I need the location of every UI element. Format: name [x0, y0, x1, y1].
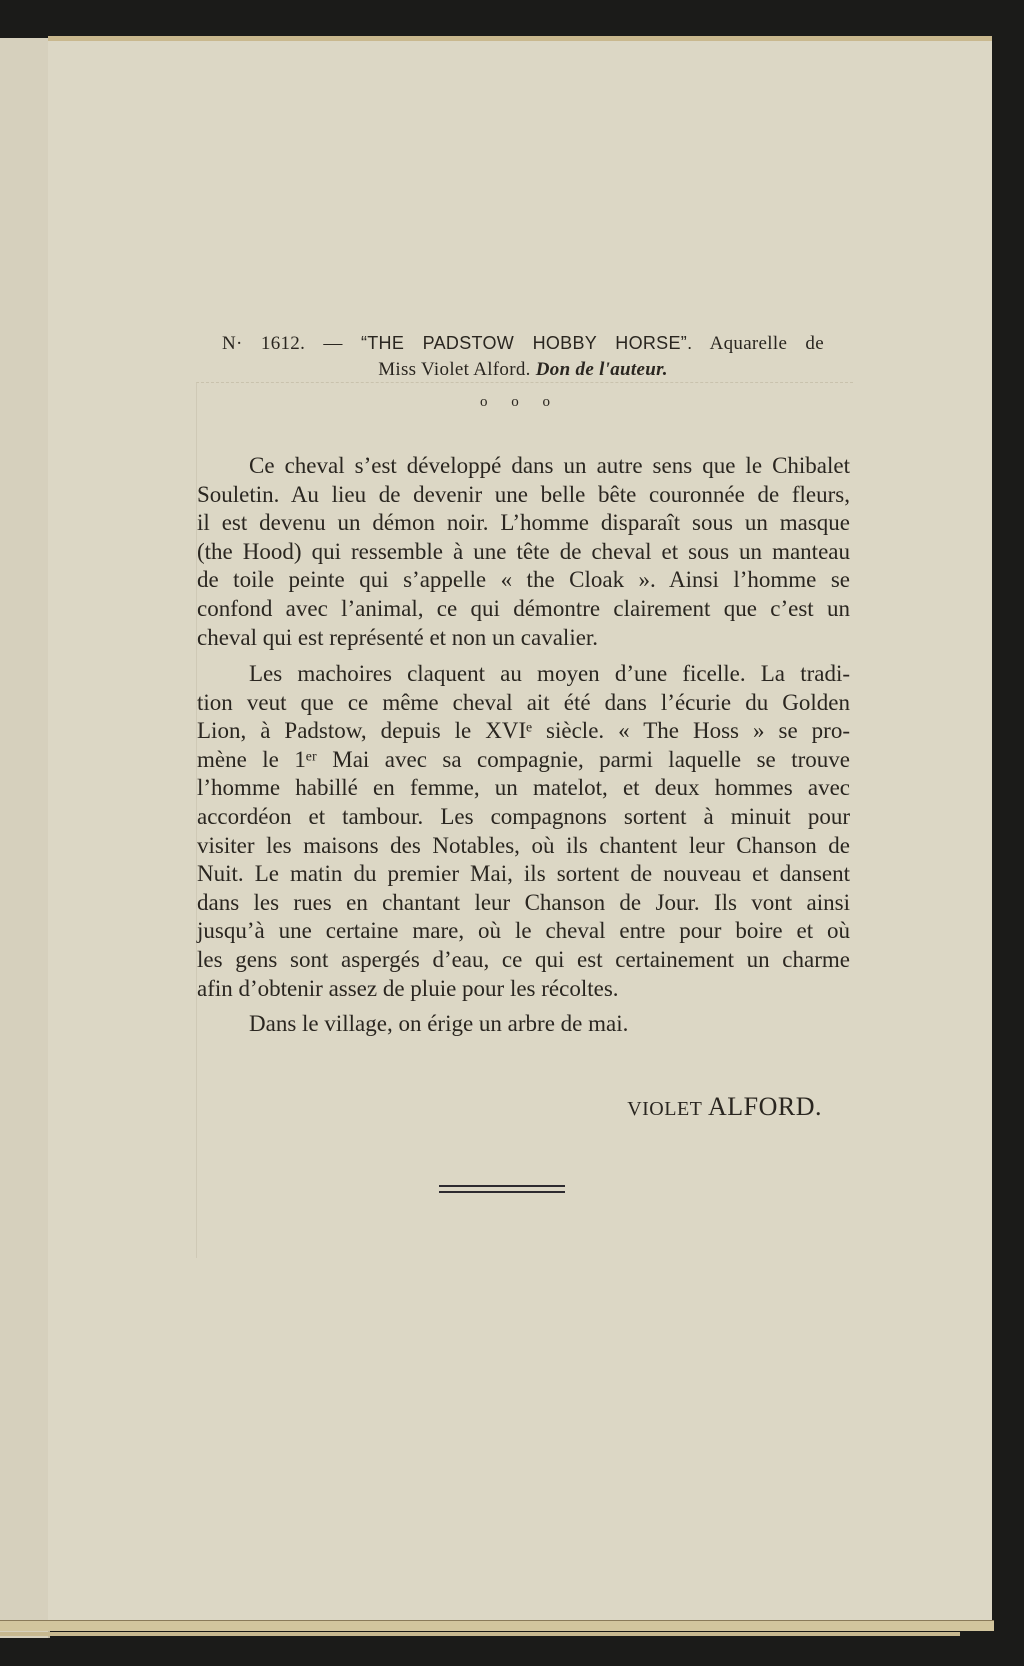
text-line: Lion, à Padstow, depuis le XVIᵉ siècle. « The Hoss » se pro- — [197, 718, 850, 744]
double-rule-bottom — [439, 1191, 565, 1193]
paragraph-1 — [197, 452, 850, 652]
signature-first-name: VIOLET — [627, 1098, 703, 1120]
paragraph-3 — [197, 1010, 850, 1039]
text-line: mène le 1ᵉʳ Mai avec sa compagnie, parmi laquelle se trouve — [197, 746, 850, 772]
text-line: Les machoires claquent au moyen d’une ficelle. La tradi- — [249, 661, 850, 686]
text-line: (the Hood) qui ressemble à une tête de cheval et sous un manteau — [197, 538, 850, 564]
previous-page-edge — [0, 38, 50, 1638]
text-line: l’homme habillé en femme, un matelot, et deux hommes avec — [197, 775, 850, 801]
text-line: de toile peinte qui s’appelle « the Cloak ». Ainsi l’homme se — [197, 567, 850, 593]
text-line: tion veut que ce même cheval ait été dans l’écurie du Golden — [197, 689, 850, 715]
page-bottom-edge-layer — [0, 1632, 960, 1636]
catalog-number: N· 1612. — — [222, 333, 343, 354]
text-line: visiter les maisons des Notables, où ils chantent leur Chanson de — [197, 832, 850, 858]
signature-last-name: ALFORD. — [707, 1092, 822, 1121]
author-signature — [627, 1092, 822, 1122]
text-line: dans les rues en chantant leur Chanson de Jour. Ils vont ainsi — [197, 889, 850, 915]
text-line: Ce cheval s’est développé dans un autre sens que le Chibalet — [249, 453, 850, 478]
text-line: confond avec l’animal, ce qui démontre clairement que c’est un — [197, 595, 850, 621]
text-line: cheval qui est représenté et non un cavalier. — [197, 624, 599, 650]
text-line: jusqu’à une certaine mare, où le cheval entre pour boire et où — [197, 918, 850, 944]
text-line: il est devenu un démon noir. L’homme disparaît sous un masque — [197, 510, 850, 536]
text-line: Dans le village, on érige un arbre de mai. — [249, 1011, 629, 1036]
gift-note: Don de l'auteur. — [535, 359, 668, 380]
page-bottom-edge — [0, 1620, 994, 1631]
text-line: les gens sont aspergés d’eau, ce qui est certainement un charme — [197, 946, 850, 972]
artwork-medium: Aquarelle de — [709, 333, 824, 354]
paragraph-2 — [197, 660, 850, 1003]
text-line: Nuit. Le matin du premier Mai, ils sortent de nouveau et dansent — [197, 861, 850, 887]
caption-line-2 — [222, 359, 824, 381]
text-line: Souletin. Au lieu de devenir une belle bête couronnée de fleurs, — [197, 481, 850, 507]
artist-name: Miss Violet Alford. — [378, 359, 531, 380]
ornament-divider: o o o — [480, 394, 560, 410]
double-rule-top — [439, 1185, 565, 1187]
caption-line-1 — [222, 333, 824, 355]
artwork-title: “THE PADSTOW HOBBY HORSE”. — [360, 333, 693, 353]
text-line: afin d’obtenir assez de pluie pour les récoltes. — [197, 975, 619, 1001]
text-line: accordéon et tambour. Les compagnons sortent à minuit pour — [197, 803, 850, 829]
